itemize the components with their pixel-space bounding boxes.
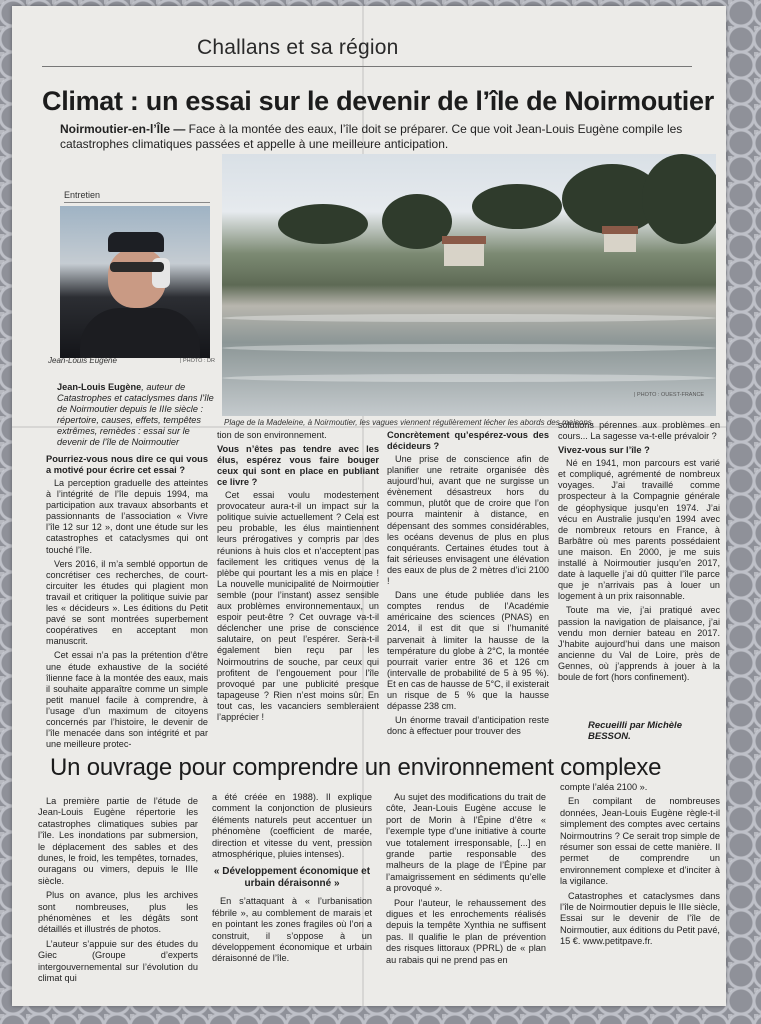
portrait-photo (60, 206, 210, 358)
paragraph-continuation: tion de son environnement. (217, 430, 327, 440)
portrait-glasses (110, 262, 164, 272)
beach-photo (222, 154, 716, 416)
review-column-1 (38, 796, 198, 988)
section-title: Challans et sa région (197, 36, 399, 59)
headline: Climat : un essai sur le devenir de l’île de Noirmoutier (42, 86, 714, 116)
paragraph-continuation: solutions pérennes aux problèmes en cours... La sagesse va-t-elle prévaloir ? (558, 420, 720, 442)
review-column-2 (212, 792, 372, 968)
interview-column-4 (558, 420, 720, 686)
photo-wave (222, 374, 716, 382)
portrait-body (80, 308, 200, 358)
interview-column-2 (217, 430, 379, 726)
bio-name: Jean-Louis Eugène (57, 382, 142, 392)
paragraph: Une prise de conscience afin de planifier une retraite organisée dès aujourd’hui, avant que ne surgisse un évènement désastreux hors du commun, plutôt que de croire que l’on pourra maintenir à distance, en dépensant des sommes considérables, les océans devenus de plus en plus conquérants. Certaines études tout à fait sérieuses envisagent une élévation des eaux de plus de 2 mètres d’ici 2100 ! (387, 454, 549, 587)
paragraph: Pour l’auteur, le rehaussement des digues et les enrochements réalisés depuis la tempête Xynthia ne suffisent pas. Il qualifie le plan de prévention des risques littoraux (PPRL) de « plan au rabais qui ne prend pas en (386, 897, 546, 965)
photo-tree (278, 204, 368, 244)
standfirst-text: Face à la montée des eaux, l’île doit se préparer. Ce que voit Jean-Louis Eugène compile les catastrophes climatiques passées et appelle à une meilleure anticipation. (60, 122, 683, 151)
question-heading: Pourriez-vous nous dire ce qui vous a motivé pour écrire cet essai ? (46, 454, 208, 475)
paragraph: En s’attaquant à « l’urbanisation fébrile », au comblement de marais et en pointant les zones fragiles où l’on a construit, il s’oppose à un développement économique et urbain déraisonné de l’île. (212, 896, 372, 964)
question-heading: Vous n’êtes pas tendre avec les élus, espérez vous faire bouger ceux qui sont en place en publiant ce livre ? (217, 444, 379, 488)
photo-credit: | PHOTO : OUEST-FRANCE (634, 392, 705, 398)
question-heading: Concrètement qu’espérez-vous des décideurs ? (387, 430, 549, 451)
photo-wave (222, 344, 716, 352)
paragraph: Vers 2016, il m’a semblé opportun de concrétiser ces recherches, de court-circuiter les études qui plagient mon travail et critiquer la politique suivie par les « décideurs ». Les éditions du Petit pavé se sont montrées superbement coopératives en acceptant mon manuscrit. (46, 558, 208, 647)
standfirst-place: Noirmoutier-en-l’Île — (60, 122, 186, 136)
paragraph: Un énorme travail d’anticipation reste donc à effectuer pour trouver des (387, 715, 549, 737)
paragraph: La perception graduelle des atteintes à l’intégrité de l’île depuis 1994, ma participation aux travaux absorbants et passionnants de l’association « Vivre l’île 12 sur 12 », dont une étude sur les catastrophes et cataclysmes qui ont touché l’île. (46, 478, 208, 555)
paragraph-continuation: a été créée en 1988). Il explique comment la conjonction de plusieurs éléments naturels peut accentuer un phénomène (coefficient de marée, direction et vitesse du vent, pression atmosphérique, pluies intenses). (212, 792, 372, 860)
paragraph: Dans une étude publiée dans les comptes rendus de l’Académie américaine des sciences (PNAS) en 2014, il est dit que si l’humanité parvenait à limiter la hausse de la température du globe à 2°C, la montée pourrait varier entre 36 et 126 cm (intervalle de probabilité de 5 à 95 %). Et en cas de hausse de 5°C, il existerait un risque de 5 % que la hausse dépasse 238 cm. (387, 590, 549, 712)
review-column-4 (560, 782, 720, 951)
paragraph: En compilant de nombreuses données, Jean-Louis Eugène règle-t-il simplement des comptes avec certains Noirmoutrins ? Ce serait trop simple de résumer son essai de cette manière. Il permet de comprendre un environnement complexe et d’inciter à la vigilance. (560, 796, 720, 887)
paragraph: La première partie de l’étude de Jean-Louis Eugène répertorie les catastrophes climatiques subies par l’île. Les inondations par submersion, le déplacement des sables et des dunes, le froid, les tempêtes, tornades, ouragans ou vimers, depuis le IIIe siècle. (38, 796, 198, 886)
paragraph: Catastrophes et cataclysmes dans l’île de Noirmoutier depuis le IIIe siècle, Essai sur le devenir de l’île de Noirmoutier, aux éditions du Petit pavé, 15 €. www.petitpave.fr. (560, 890, 720, 947)
paragraph: Toute ma vie, j’ai pratiqué avec passion la navigation de plaisance, j’ai vendu mon dernier bateau en 2017. J’habite aujourd’hui dans une maison ancienne du Val de Loire, près de Gennes, où j’apprends à jouer à la boule de fort (hors confinement). (558, 605, 720, 682)
bio-text: , auteur de Catastrophes et cataclysmes dans l’île de Noirmoutier depuis le IIIe siècle : répertoire, causes, effets, tempêtes extrêmes, remèdes : essai sur le devenir de l’île de Noirmoutier (57, 382, 214, 447)
review-column-3 (386, 792, 546, 969)
photo-wave (222, 314, 716, 322)
paragraph-continuation: compte l’aléa 2100 ». (560, 782, 648, 792)
interview-column-1 (46, 454, 208, 753)
interview-column-3 (387, 430, 549, 740)
kicker-label: Entretien (64, 190, 101, 200)
question-heading: Vivez-vous sur l’île ? (558, 445, 650, 456)
photo-house (604, 234, 636, 252)
paragraph: Cet essai n’a pas la prétention d’être une étude exhaustive de la société îlienne face à la montée des eaux, mais il souhaite apparaître comme un simple petit manuel facile à comprendre, à l’usage d’un maximum de citoyens concernés par l’histoire, le devenir de l’île menacée dans son intégrité et par une meilleure protec- (46, 650, 208, 750)
photo-roof (442, 236, 486, 244)
paragraph: L’auteur s’appuie sur des études du Giec (Groupe d’experts intergouvernemental sur l’évolution du climat qui (38, 938, 198, 984)
photo-tree (472, 184, 562, 229)
paragraph: Plus on avance, plus les archives sont nombreuses, plus les phénomènes et les dégâts sont détaillés et illustrés de photos. (38, 890, 198, 935)
paragraph: Cet essai voulu modestement provocateur aura-t-il un impact sur la politique suivie actuellement ? Cela est peu probable, les élus maintiennent leurs prérogatives y compris par des réunions à huis clos et n’acceptent pas facilement les critiques venus de la plèbe qui pourtant les a mis en place ! La nouvelle municipalité de Noirmoutier semble (pour l’instant) assez sensible aux problèmes environnementaux, un espoir peut-être ? Cet ouvrage va-t-il déclencher une prise de conscience salutaire, on peut l’espérer. Sera-t-il également bien reçu par les Noirmoutrins de souche, par ceux qui profitent de l’engouement pour l’île provoqué par une publicité presque tapageuse ? Rien n’est moins sûr. En tout cas, les vacanciers sembleraient l’apprécier ! (217, 490, 379, 722)
section-rule (42, 66, 692, 67)
portrait-cap (108, 232, 164, 252)
photo-tree (642, 154, 716, 244)
photo-house (444, 244, 484, 266)
signature: Recueilli par Michèle BESSON. (588, 720, 682, 742)
standfirst (60, 122, 700, 152)
paragraph: Au sujet des modifications du trait de côte, Jean-Louis Eugène accuse le port de Morin à l’Épine d’être « l’exemple type d’une initiative à courte vue totalement irresponsable, [...] en grande partie responsable des malheurs de la plage de l’Épine par l’amaigrissement en sédiments qu’elle a provoqué ». (386, 792, 546, 894)
intertitle: « Développement économique et urbain déraisonné » (213, 866, 371, 890)
author-bio (57, 382, 215, 448)
portrait-credit: | PHOTO : DR (180, 358, 215, 364)
paragraph: Né en 1941, mon parcours est varié et compliqué, agrémenté de nombreux voyages. J’ai travaillé comme prospecteur à la Compagnie générale de géophysique jusqu’en 1974. J’ai vécu en Australie jusqu’en 1994 avec de nombreux retours en France, à Barbâtre où mes parents possédaient une maison. En 2000, je me suis installé à Noirmoutier jusqu’en 2017, date à laquelle j’ai dû quitter l’île parce que je n’arrivais pas à louer un logement à un prix raisonnable. (558, 458, 720, 602)
newspaper-page (12, 6, 726, 1006)
portrait-caption: Jean-Louis Eugène (48, 356, 117, 365)
kicker-rule (64, 202, 210, 203)
photo-caption: Plage de la Madeleine, à Noirmoutier, les vagues viennent régulièrement lécher les abords des maisons. (224, 418, 594, 427)
sub-headline: Un ouvrage pour comprendre un environnement complexe (50, 754, 662, 781)
photo-roof (602, 226, 638, 234)
